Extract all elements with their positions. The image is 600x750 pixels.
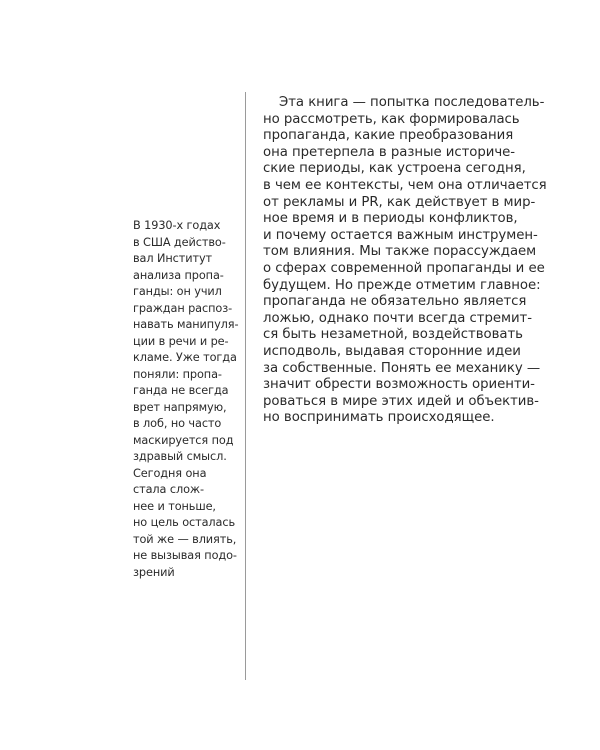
main-paragraph-line: Эта книга — попытка последователь- bbox=[279, 95, 545, 110]
sidebar-note-line: врет напрямую, bbox=[133, 400, 227, 414]
main-paragraph-line: исподволь, выдавая сторонние идеи bbox=[263, 343, 521, 359]
main-paragraph-line: ное время и в периоды конфликтов, bbox=[263, 211, 518, 227]
main-paragraph-line: значит обрести возможность ориенти- bbox=[263, 377, 535, 393]
sidebar-note-line: стала слож- bbox=[133, 483, 204, 496]
sidebar-note-line: анализа пропа- bbox=[133, 268, 224, 282]
main-paragraph-line: в чем ее контексты, чем она отличается bbox=[263, 177, 547, 193]
sidebar-note-line: не вызывая подо- bbox=[133, 549, 237, 562]
main-paragraph-line: о сферах современной пропаганды и ее bbox=[263, 260, 545, 276]
main-paragraph-line: будущем. Но прежде отметим главное: bbox=[263, 277, 541, 293]
sidebar-note-line: ганда не всегда bbox=[133, 384, 229, 397]
sidebar-note-line: здравый смысл. bbox=[133, 450, 227, 463]
main-paragraph-line: ся быть незаметной, воздействовать bbox=[263, 327, 523, 343]
sidebar-note-line: вал Институт bbox=[133, 252, 213, 265]
sidebar-note-line: граждан распоз- bbox=[133, 301, 233, 315]
main-paragraph-line: от рекламы и PR, как действует в мир- bbox=[263, 194, 536, 210]
main-paragraph-line: пропаганда не обязательно является bbox=[263, 294, 527, 310]
sidebar-note-line: зрений bbox=[133, 565, 175, 579]
sidebar-note-line: Сегодня она bbox=[133, 466, 207, 480]
sidebar-note-line: ции в речи и ре- bbox=[133, 334, 229, 348]
main-paragraph bbox=[263, 95, 593, 427]
sidebar-note-line: в США действо- bbox=[133, 235, 226, 249]
sidebar-note-line: нее и тоньше, bbox=[133, 499, 216, 513]
sidebar-note-line: той же — влиять, bbox=[133, 532, 237, 546]
sidebar-note-line: маскируется под bbox=[133, 433, 234, 447]
main-paragraph-line: за собственные. Понять ее механику — bbox=[263, 360, 541, 376]
main-paragraph-line: и почему остается важным инструмен- bbox=[263, 227, 538, 243]
main-paragraph-line: но воспринимать происходящее. bbox=[263, 410, 495, 426]
main-paragraph-line: пропаганда, какие преобразования bbox=[263, 128, 514, 144]
sidebar-note-line: кламе. Уже тогда bbox=[133, 351, 237, 364]
sidebar-note bbox=[133, 218, 237, 581]
main-paragraph-line: но рассмотреть, как формировалась bbox=[263, 111, 520, 127]
sidebar-note-line: поняли: пропа- bbox=[133, 367, 222, 381]
sidebar-note-line: в лоб, но часто bbox=[133, 417, 222, 430]
main-paragraph-line: ложью, однако почти всегда стремит- bbox=[263, 310, 532, 326]
main-paragraph-line: она претерпела в разные историче- bbox=[263, 144, 516, 160]
sidebar-note-line: В 1930-х годах bbox=[133, 219, 221, 232]
main-paragraph-line: том влияния. Мы также порассуждаем bbox=[263, 244, 537, 260]
sidebar-note-line: ганды: он учил bbox=[133, 285, 222, 298]
sidebar-note-line: навать манипуля- bbox=[133, 318, 239, 331]
sidebar-note-line: но цель осталась bbox=[133, 516, 236, 529]
main-paragraph-line: роваться в мире этих идей и объектив- bbox=[263, 393, 539, 409]
column-divider bbox=[245, 92, 246, 680]
main-paragraph-line: ские периоды, как устроена сегодня, bbox=[263, 161, 526, 177]
